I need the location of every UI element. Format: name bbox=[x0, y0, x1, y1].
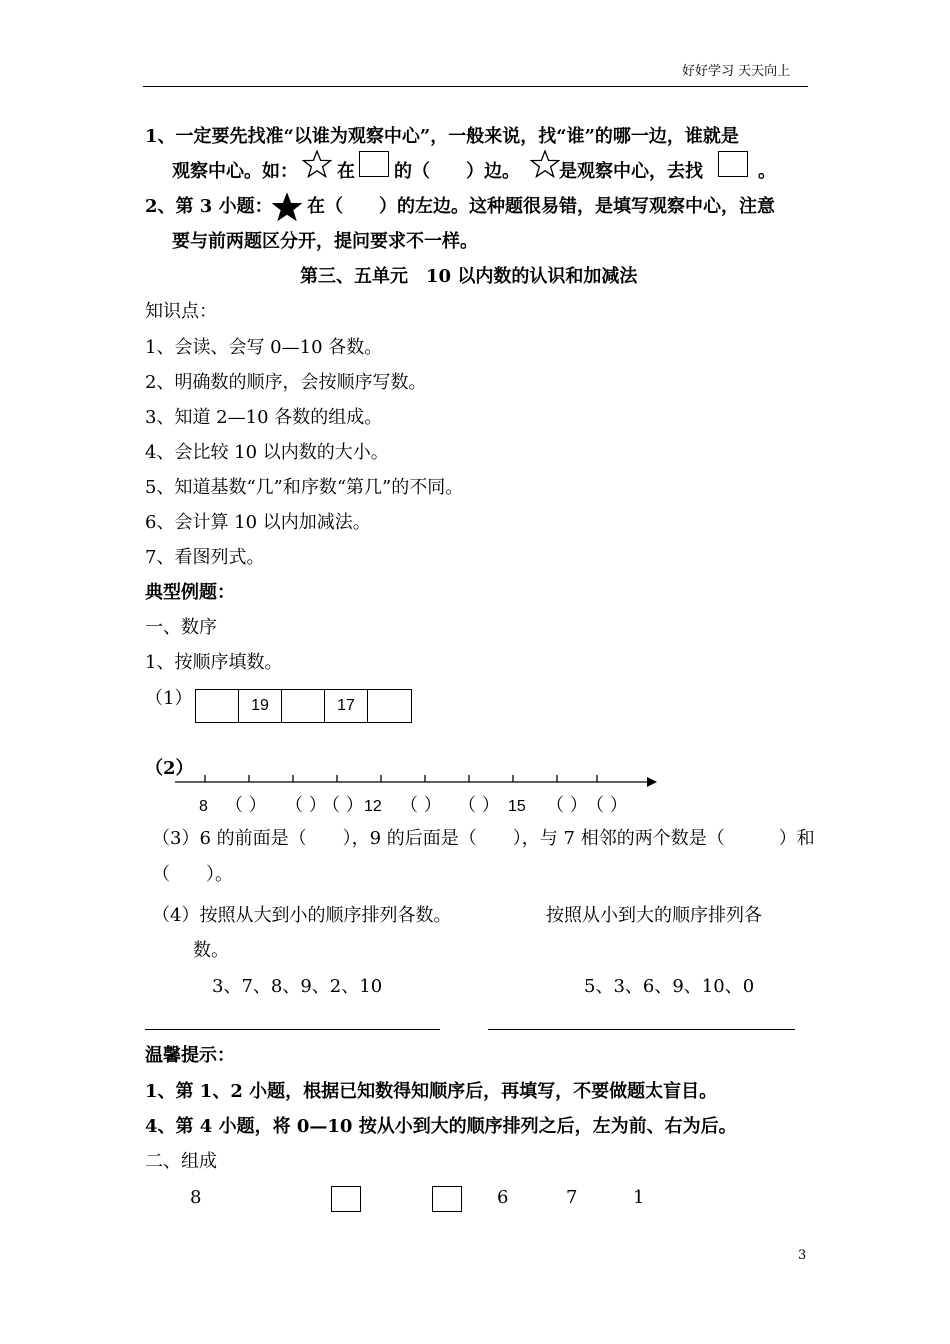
composition-number: 6 bbox=[497, 1187, 509, 1208]
knowledge-item: 2、明确数的顺序，会按顺序写数。 bbox=[145, 372, 427, 393]
number-line bbox=[175, 772, 660, 792]
warm-tip-line-2: 4、第 4 小题，将 0—10 按从小到大的顺序排列之后，左为前、右为后。 bbox=[145, 1116, 737, 1137]
sequence-left: 3、7、8、9、2、10 bbox=[212, 976, 383, 997]
sub-heading-order: 一、数序 bbox=[145, 617, 217, 638]
number-line-label: 8 bbox=[199, 798, 208, 815]
page-number: 3 bbox=[798, 1248, 807, 1263]
question-1-4-left: （4）按照从大到小的顺序排列各数。 bbox=[152, 905, 452, 926]
tip-1-line-2-e: 。 bbox=[758, 161, 776, 182]
examples-heading: 典型例题： bbox=[145, 582, 235, 603]
question-1-3-line-2: （ ）。 bbox=[152, 864, 233, 885]
knowledge-item: 7、看图列式。 bbox=[145, 547, 265, 568]
tip-1-line-2-a: 观察中心。如： bbox=[172, 161, 298, 182]
number-line-blank[interactable]: （ ） bbox=[586, 795, 628, 816]
composition-number: 1 bbox=[633, 1187, 645, 1208]
knowledge-heading: 知识点： bbox=[145, 301, 217, 322]
outline-star-icon bbox=[302, 150, 332, 178]
sequence-right: 5、3、6、9、10、0 bbox=[584, 976, 755, 997]
number-line-blank[interactable]: （ ） bbox=[285, 795, 327, 816]
number-line-blank[interactable]: （ ） bbox=[458, 795, 500, 816]
empty-square-icon bbox=[359, 151, 389, 177]
number-line-label: 15 bbox=[508, 798, 526, 815]
tip-2-line-2: 要与前两题区分开，提问要求不一样。 bbox=[172, 231, 478, 252]
question-1-4-continued: 数。 bbox=[193, 940, 229, 961]
knowledge-item: 1、会读、会写 0—10 各数。 bbox=[145, 337, 383, 358]
question-1-1-label: （1） bbox=[145, 688, 193, 709]
empty-square-icon bbox=[718, 151, 748, 177]
number-line-blank[interactable]: （ ） bbox=[225, 795, 267, 816]
sequence-cell[interactable] bbox=[282, 690, 325, 722]
number-line-blank[interactable]: （ ） bbox=[322, 795, 364, 816]
sequence-cell: 17 bbox=[325, 690, 368, 722]
empty-square-icon[interactable] bbox=[331, 1186, 361, 1212]
question-1-4-right: 按照从小到大的顺序排列各 bbox=[546, 905, 762, 926]
number-line-label: 12 bbox=[364, 798, 382, 815]
warm-tip-line-1: 1、第 1、2 小题，根据已知数得知顺序后，再填写，不要做题太盲目。 bbox=[145, 1081, 718, 1102]
tip-1-line-2-d: 是观察中心，去找 bbox=[559, 161, 703, 182]
outline-star-icon bbox=[530, 150, 560, 178]
knowledge-item: 3、知道 2—10 各数的组成。 bbox=[145, 407, 383, 428]
tip-1-line-1: 1、一定要先找准“以谁为观察中心”，一般来说，找“谁”的哪一边，谁就是 bbox=[145, 126, 739, 147]
question-1: 1、按顺序填数。 bbox=[145, 652, 283, 673]
warm-tips-heading: 温馨提示： bbox=[145, 1045, 235, 1066]
sequence-cell: 19 bbox=[239, 690, 282, 722]
empty-square-icon[interactable] bbox=[432, 1186, 462, 1212]
composition-number: 8 bbox=[190, 1187, 202, 1208]
number-line-blank[interactable]: （ ） bbox=[546, 795, 588, 816]
sequence-cell[interactable] bbox=[368, 690, 411, 722]
answer-line-left[interactable] bbox=[145, 1029, 440, 1030]
composition-number: 7 bbox=[566, 1187, 578, 1208]
tip-1-line-2-c: 的（ ）边。 bbox=[394, 161, 520, 182]
number-line-blank[interactable]: （ ） bbox=[400, 795, 442, 816]
question-1-2-label: （2） bbox=[145, 758, 194, 779]
question-1-3-line-1: （3）6 的前面是（ ），9 的后面是（ ），与 7 相邻的两个数是（ ）和 bbox=[152, 828, 815, 849]
filled-star-icon bbox=[270, 191, 304, 223]
knowledge-item: 4、会比较 10 以内数的大小。 bbox=[145, 442, 389, 463]
section-title: 第三、五单元 10 以内数的认识和加减法 bbox=[300, 266, 638, 287]
tip-1-line-2-b: 在 bbox=[337, 161, 355, 182]
tip-2-line-1-a: 2、第 3 小题： bbox=[145, 196, 273, 217]
number-sequence-boxes bbox=[195, 689, 412, 723]
header-divider bbox=[143, 86, 808, 87]
header-slogan: 好好学习 天天向上 bbox=[682, 64, 791, 79]
knowledge-item: 5、知道基数“几”和序数“第几”的不同。 bbox=[145, 477, 464, 498]
answer-line-right[interactable] bbox=[488, 1029, 795, 1030]
sequence-cell[interactable] bbox=[196, 690, 239, 722]
composition-heading: 二、组成 bbox=[145, 1151, 217, 1172]
knowledge-item: 6、会计算 10 以内加减法。 bbox=[145, 512, 371, 533]
tip-2-line-1-b: 在（ ）的左边。这种题很易错，是填写观察中心，注意 bbox=[307, 196, 775, 217]
